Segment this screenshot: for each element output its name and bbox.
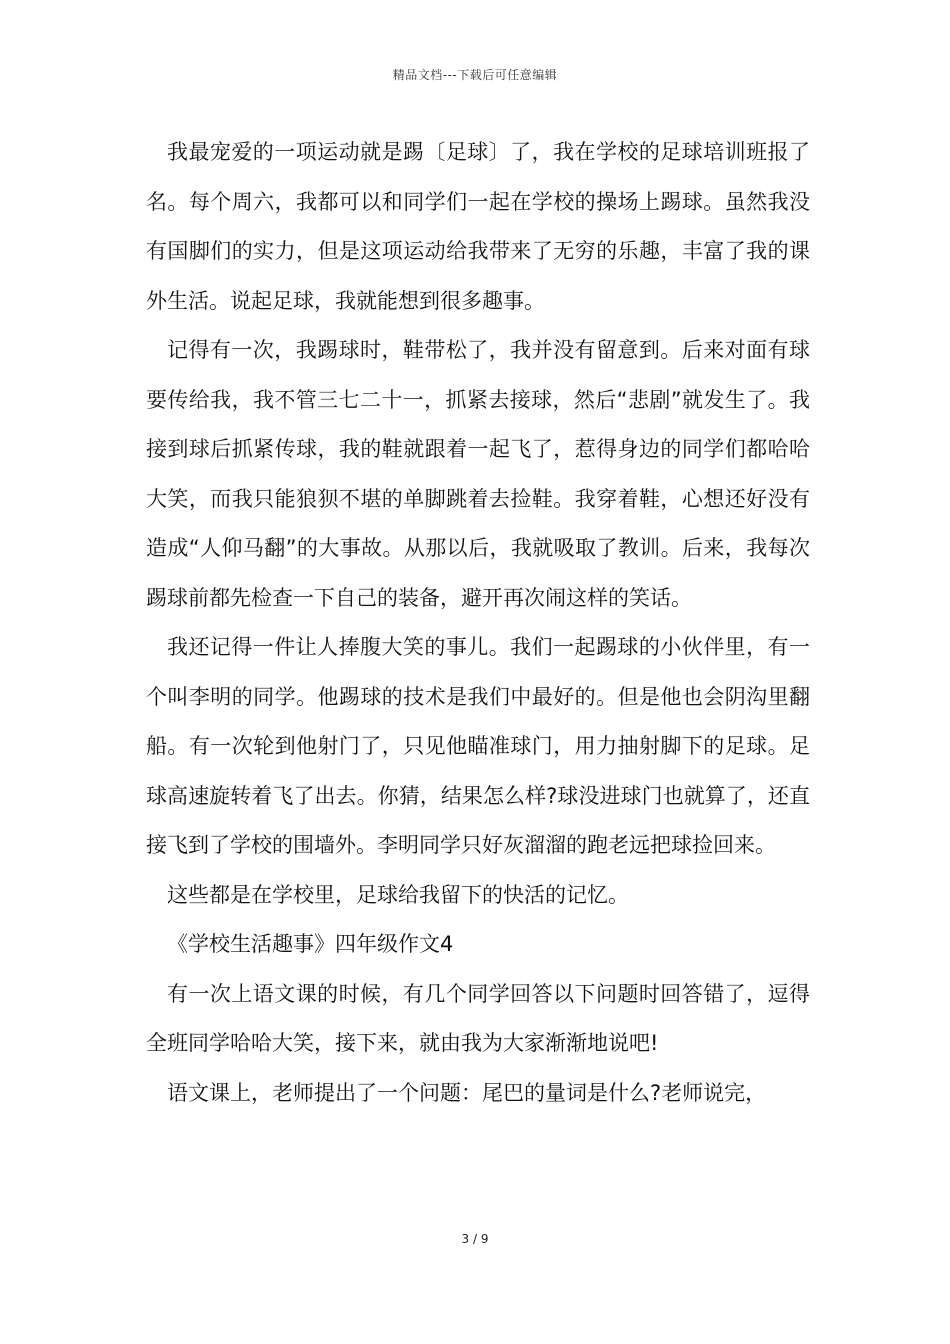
paragraph: 记得有一次，我踢球时，鞋带松了，我并没有留意到。后来对面有球要传给我，我不管三七二十一，抓紧去接球，然后“悲剧”就发生了。我接到球后抓紧传球，我的鞋就跟着一起飞了，惹得身边的同学们都哈哈大笑，而我只能狼狈不堪的单脚跳着去捡鞋。我穿着鞋，心想还好没有造成“人仰马翻”的大事故。从那以后，我就吸取了教训。后来，我每次踢球前都先检查一下自己的装备，避开再次闹这样的笑话。 <box>146 338 810 610</box>
paragraph: 我还记得一件让人捧腹大笑的事儿。我们一起踢球的小伙伴里，有一个叫李明的同学。他踢球的技术是我们中最好的。但是他也会阴沟里翻船。有一次轮到他射门了，只见他瞄准球门，用力抽射脚下的足球。足球高速旋转着飞了出去。你猜，结果怎么样?球没进球门也就算了，还直接飞到了学校的围墙外。李明同学只好灰溜溜的跑老远把球捡回来。 <box>146 635 810 857</box>
page-header: 精品文档---下载后可任意编辑 <box>392 68 558 82</box>
document-body <box>146 128 810 1118</box>
paragraph: 这些都是在学校里，足球给我留下的快活的记忆。 <box>167 882 629 907</box>
paragraph: 语文课上，老师提出了一个问题：尾巴的量词是什么?老师说完， <box>167 1080 767 1105</box>
paragraph: 有一次上语文课的时候，有几个同学回答以下问题时回答错了，逗得全班同学哈哈大笑，接下来，就由我为大家渐渐地说吧! <box>146 981 810 1055</box>
essay-title: 《学校生活趣事》四年级作文4 <box>167 932 454 956</box>
paragraph: 我最宠爱的一项运动就是踢〔足球〕了，我在学校的足球培训班报了名。每个周六，我都可以和同学们一起在学校的操场上踢球。虽然我没有国脚们的实力，但是这项运动给我带来了无穷的乐趣，丰富了我的课外生活。说起足球，我就能想到很多趣事。 <box>146 140 810 313</box>
page-number: 3 / 9 <box>461 1232 489 1246</box>
